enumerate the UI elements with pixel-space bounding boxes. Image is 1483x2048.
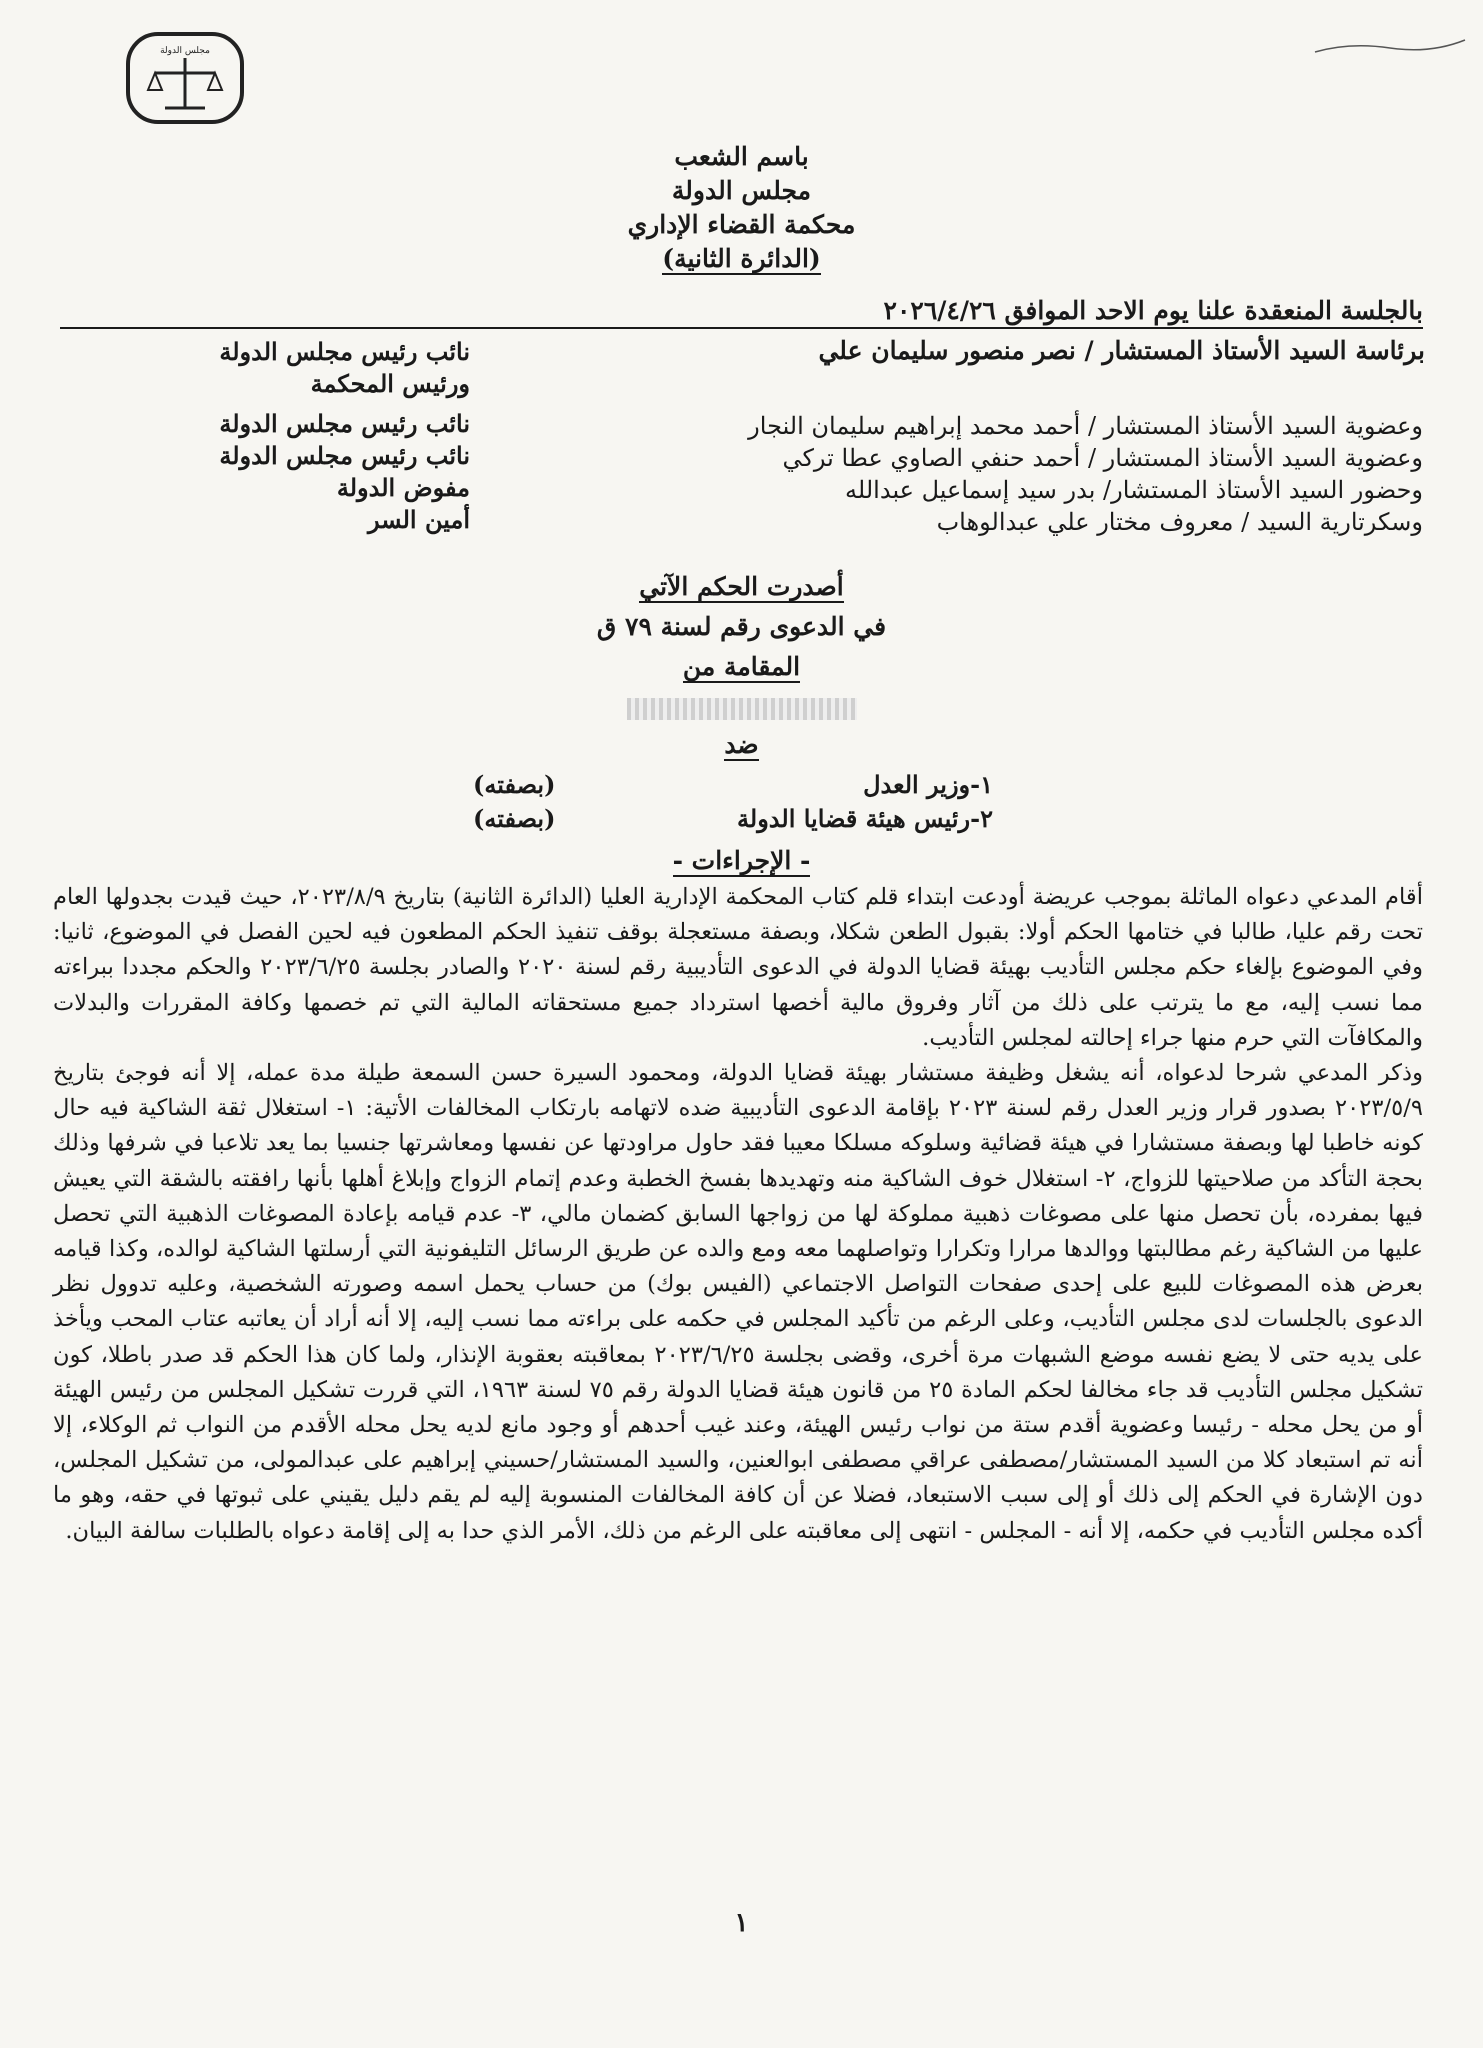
- redacted-plaintiff-name: [0, 692, 1483, 721]
- title-line: أمين السر: [367, 505, 470, 534]
- procedures-heading: - الإجراءات -: [672, 846, 811, 875]
- title-line: ورئيس المحكمة: [310, 369, 470, 398]
- title-line: نائب رئيس مجلس الدولة: [219, 409, 470, 438]
- verdict-issued-heading: أصدرت الحكم الآتي: [639, 572, 844, 601]
- title-line: مفوض الدولة: [336, 473, 470, 502]
- handwritten-mark-icon: [1310, 30, 1470, 70]
- body-paragraph: وذكر المدعي شرحا لدعواه، أنه يشغل وظيفة مستشار بهيئة قضايا الدولة، ومحمود السيرة حسن السمعة طيلة مدة عمله، إلا أنه فوجئ بتاريخ ٢٠٢٣/٥/٩ بصدور قرار وزير العدل رقم لسنة ٢٠٢٣ بإقامة الدعوى التأديبية ضده لاتهامه بارتكاب المخالفات الأتية: ١- استغلال ثقة الشاكية فيه حال كونه خاطبا لها وبصفة مستشارا في هيئة قضائية وسلوكه مسلكا معيبا فقد حاول مراودتها عن نفسها ومعاشرتها جنسيا بما يعد تلاعبا في شرفها وذلك بحجة التأكد من صلاحيتها للزواج، ٢- استغلال خوف الشاكية منه وتهديدها بفسخ الخطبة وعدم إتمام الزواج وإبلاغ أهلها بأنها رافقته بالشقة التي يعيش فيها بمفرده، بأن تحصل منها على مصوغات ذهبية مملوكة لها من زواجها السابق كضمان مالي، ٣- عدم قيامه بإعادة المصوغات الذهبية التي تحصل عليها من الشاكية رغم مطالبتها ووالدها مرارا وتكرارا وتواصلهما معه ومع والده عن طريق الرسائل التليفونية التي أرسلتها الشاكية لوالده، وكذا قيامه بعرض هذه المصوغات للبيع على إحدى صفحات التواصل الاجتماعي (الفيس بوك) من حساب يحمل اسمه وصورته الشخصية، وعليه تدوول نظر الدعوى بالجلسات لدى مجلس التأديب، وعلى الرغم من تأكيد المجلس في حكمه على براءته مما نسب إليه، إلا أنه أراد أن يعاتبه عتاب المحب ويأخذ على يديه حتى لا يضع نفسه موضع الشبهات مرة أخرى، وقضى بجلسة ٢٠٢٣/٦/٢٥ بمعاقبته بعقوبة الإنذار، ولما كان هذا الحكم قد صدر باطلا، كون تشكيل مجلس التأديب قد جاء مخالفا لحكم المادة ٢٥ من قانون هيئة قضايا الدولة رقم ٧٥ لسنة ١٩٦٣، التي قررت تشكيل المجلس من رئيس الهيئة أو من يحل محله - رئيسا وعضوية أقدم ستة من نواب رئيس الهيئة، وعند غيب أحدهم أو وجود مانع لديه يحل محله الأقدم من النواب ثم الوكلاء، إلا أنه تم استبعاد كلا من السيد المستشار/مصطفى عراقي مصطفى ابوالعنين، والسيد المستشار/حسيني إبراهيم على عبدالمولى، من تشكيل المجلس، دون الإشارة في الحكم إلى ذلك أو إلى سبب الاستبعاد، فضلا عن أن كافة المخالفات المنسوبة إليه لم يقم دليل يقيني على ثبوتها في حقه، وهو ما أكده مجلس التأديب في حكمه، إلا أنه - المجلس - انتهى إلى معاقبته على الرغم من ذلك، الأمر الذي حدا به إلى إقامة دعواه بالطلبات سالفة البيان.: [53, 1060, 1424, 1544]
- defendant-name: ١-وزير العدل: [863, 770, 993, 799]
- page-number: ١: [734, 1908, 749, 1938]
- defendants-list: [473, 768, 993, 836]
- defendant-capacity: (بصفته): [473, 804, 556, 833]
- header-line-people: باسم الشعب: [674, 142, 809, 171]
- member-line: وعضوية السيد الأستاذ المستشار / أحمد محمد إبراهيم سليمان النجار: [748, 412, 1423, 440]
- presidency-line: برئاسة السيد الأستاذ المستشار / نصر منصور سليمان علي: [818, 336, 1425, 365]
- member-line: وسكرتارية السيد / معروف مختار علي عبدالوهاب: [936, 508, 1423, 536]
- case-number-line: في الدعوى رقم لسنة ٧٩ ق: [596, 612, 887, 641]
- judge-titles-column: [100, 336, 470, 536]
- defendant-row: [473, 768, 993, 802]
- filed-by-heading: المقامة من: [682, 652, 801, 681]
- header-line-court: محكمة القضاء الإداري: [627, 210, 856, 239]
- header-line-council: مجلس الدولة: [671, 176, 812, 205]
- procedures-body: [53, 880, 1423, 1549]
- defendant-row: [473, 802, 993, 836]
- defendant-capacity: (بصفته): [473, 770, 556, 799]
- session-date-line: بالجلسة المنعقدة علنا يوم الاحد الموافق ٢٠٢٦/٤/٢٦: [60, 296, 1423, 329]
- council-seal-icon: [110, 28, 260, 128]
- title-line: نائب رئيس مجلس الدولة: [219, 441, 470, 470]
- header-line-circuit: (الدائرة الثانية): [662, 244, 821, 273]
- body-paragraph: أقام المدعي دعواه الماثلة بموجب عريضة أودعت ابتداء قلم كتاب المحكمة الإدارية العليا (الدائرة الثانية) بتاريخ ٢٠٢٣/٨/٩، حيث قيدت بجدولها العام تحت رقم عليا، طالبا في ختامها الحكم أولا: بقبول الطعن شكلا، وبصفة مستعجلة بوقف تنفيذ الحكم المطعون فيه لحين الفصل في الموضوع، ثانيا: وفي الموضوع بإلغاء حكم مجلس التأديب بهيئة قضايا الدولة في الدعوى التأديبية رقم لسنة ٢٠٢٠ والصادر بجلسة ٢٠٢٣/٦/٢٥ والحكم مجددا ببراءته مما نسب إليه، مع ما يترتب على ذلك من آثار وفروق مالية أخصها استرداد جميع مستحقاته المالية التي تم خصمها وكافة المقررات والبدلات والمكافآت التي حرم منها جراء إحالته لمجلس التأديب.: [53, 884, 1423, 1051]
- against-heading: ضد: [724, 730, 759, 759]
- court-header: [0, 140, 1483, 276]
- panel-members: [643, 410, 1423, 538]
- title-line: نائب رئيس مجلس الدولة: [219, 337, 470, 366]
- member-line: وحضور السيد الأستاذ المستشار/ بدر سيد إسماعيل عبدالله: [845, 476, 1423, 504]
- defendant-name: ٢-رئيس هيئة قضايا الدولة: [737, 804, 993, 833]
- seal-text: مجلس الدولة: [160, 46, 210, 56]
- member-line: وعضوية السيد الأستاذ المستشار / أحمد حنفي الصاوي عطا تركي: [782, 444, 1423, 472]
